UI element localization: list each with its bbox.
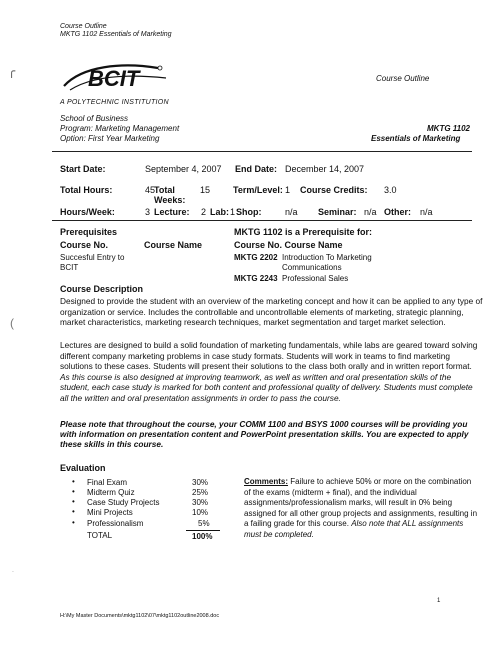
eval-item-name-2: Midterm Quiz bbox=[87, 488, 135, 497]
prereq-col-no: Course No. bbox=[60, 240, 109, 250]
term-label: Term/Level: bbox=[233, 185, 283, 195]
header-code-text: MKTG 1102 bbox=[60, 31, 98, 38]
credits-value: 3.0 bbox=[384, 185, 397, 195]
eval-item-pct-4: 10% bbox=[192, 508, 209, 517]
term-value: 1 bbox=[285, 185, 291, 195]
eval-item-name-3: Case Study Projects bbox=[87, 498, 160, 507]
header-course-outline: Course Outline bbox=[60, 23, 107, 30]
eval-item-name-1: Final Exam bbox=[87, 478, 128, 487]
eval-bullet-4: • bbox=[72, 507, 75, 516]
prereq-col-name: Course Name bbox=[144, 240, 203, 250]
eval-total-label: TOTAL bbox=[87, 531, 113, 540]
eval-comments bbox=[244, 477, 480, 540]
scan-mark-1: ╭ bbox=[8, 64, 16, 78]
right-course-code: MKTG 1102 bbox=[427, 124, 470, 133]
start-date-value: September 4, 2007 bbox=[145, 164, 222, 174]
total-weeks-value: 15 bbox=[200, 185, 211, 195]
bcit-logo-icon bbox=[62, 60, 172, 98]
divider-top bbox=[52, 151, 472, 152]
prereq-for-code-2: MKTG 2243 bbox=[234, 274, 278, 283]
description-para-2b: As this course is also designed at improving teamwork, as well as written and oral presentation skills of the student, each case study is marked for both content and professional quality of delivery. Students must complete all the written and oral presentation assignments in order to pass the course. bbox=[60, 371, 473, 403]
seminar-label: Seminar: bbox=[318, 207, 357, 217]
prereq-heading: Prerequisites bbox=[60, 227, 118, 237]
description-para-1: Designed to provide the student with an overview of the marketing concept and how it can be applied to any type of organization or service. Includes the controllable and uncontrollable elements of marketing, strategic planning, market characteristics, marketing research techniques, market segmentation and target market selection. bbox=[60, 296, 483, 328]
eval-bullet-5: • bbox=[72, 518, 75, 527]
eval-item-pct-5: 5% bbox=[198, 519, 210, 528]
eval-bullet-1: • bbox=[72, 477, 75, 486]
shop-label: Shop: bbox=[236, 207, 262, 217]
shop-value: n/a bbox=[285, 207, 298, 217]
credits-label: Course Credits: bbox=[300, 185, 368, 195]
lab-label: Lab: bbox=[210, 207, 229, 217]
logo-text: BCIT bbox=[88, 66, 140, 91]
description-para-3: Please note that throughout the course, your COMM 1100 and BSYS 1000 courses will be providing you with information on presentation content and PowerPoint presentation skills. You are expected to apply these skills in this course. bbox=[60, 419, 469, 449]
school-line-2: Program: Marketing Management bbox=[60, 124, 180, 133]
eval-item-pct-3: 30% bbox=[192, 498, 209, 507]
logo-tagline: A POLYTECHNIC INSTITUTION bbox=[60, 99, 169, 106]
footer-path: H:\My Master Documents\mktg1102\07\mktg1102outline2008.doc bbox=[60, 613, 220, 619]
other-value: n/a bbox=[420, 207, 433, 217]
eval-bullet-3: • bbox=[72, 497, 75, 506]
total-weeks-label: Total Weeks: bbox=[154, 185, 186, 205]
eval-comments-text: Failure to achieve 50% or more on the combination of the exams (midterm + final), and the individual assignments/professionalism marks, will result in 0% being assigned for all other group projects and assignments, resulting in a failing grade for this course. bbox=[244, 477, 478, 528]
eval-item-name-5: Professionalism bbox=[87, 519, 144, 528]
lecture-value: 2 bbox=[201, 207, 207, 217]
prereq-entry: Succesful Entry to BCIT bbox=[60, 253, 125, 272]
school-line-3: Option: First Year Marketing bbox=[60, 134, 160, 143]
start-date-label: Start Date: bbox=[60, 164, 106, 174]
divider-details bbox=[52, 220, 472, 221]
eval-bullet-2: • bbox=[72, 487, 75, 496]
right-course-title: Essentials of Marketing bbox=[371, 134, 461, 143]
prereq-for-name-2: Professional Sales bbox=[282, 274, 349, 283]
seminar-value: n/a bbox=[364, 207, 377, 217]
eval-item-pct-2: 25% bbox=[192, 488, 209, 497]
eval-total-value: 100% bbox=[192, 532, 213, 541]
prereq-for-code-1: MKTG 2202 bbox=[234, 253, 278, 262]
prereq-for-heading: MKTG 1102 is a Prerequisite for: bbox=[234, 227, 373, 237]
right-course-outline: Course Outline bbox=[376, 74, 430, 83]
total-hours-label: Total Hours: bbox=[60, 185, 113, 195]
prereq-for-columns: Course No. Course Name bbox=[234, 240, 343, 250]
header-title-text: Essentials of Marketing bbox=[99, 31, 172, 38]
eval-comments-label: Comments: bbox=[244, 477, 289, 486]
description-heading: Course Description bbox=[60, 284, 144, 294]
scan-mark-2: ( bbox=[10, 316, 14, 330]
total-hours-value: 45 bbox=[145, 185, 156, 195]
prereq-for-name-1: Introduction To Marketing Communications bbox=[282, 253, 372, 272]
eval-item-pct-1: 30% bbox=[192, 478, 209, 487]
hours-week-label: Hours/Week: bbox=[60, 207, 115, 217]
end-date-label: End Date: bbox=[235, 164, 278, 174]
eval-comments-italic: Also note that ALL assignments must be completed. bbox=[244, 519, 464, 539]
header-course-code bbox=[60, 31, 172, 38]
bcit-logo bbox=[62, 60, 172, 98]
other-label: Other: bbox=[384, 207, 411, 217]
end-date-value: December 14, 2007 bbox=[285, 164, 365, 174]
total-underline bbox=[186, 530, 220, 531]
lab-value: 1 bbox=[230, 207, 236, 217]
lecture-label: Lecture: bbox=[154, 207, 190, 217]
eval-item-name-4: Mini Projects bbox=[87, 508, 133, 517]
school-line-1: School of Business bbox=[60, 114, 129, 123]
evaluation-heading: Evaluation bbox=[60, 463, 106, 473]
hours-week-value: 3 bbox=[145, 207, 151, 217]
scan-mark-3: ˙ bbox=[12, 570, 15, 579]
footer-page-mark: 1 bbox=[437, 598, 441, 604]
description-para-2 bbox=[60, 340, 478, 404]
description-para-2a: Lectures are designed to build a solid foundation of marketing fundamentals, while labs are geared toward solving different company marketing problems in case study formats. Students will work in teams to find marketing solutions to these cases. Students will present their solutions to the class both orally and in written report format. bbox=[60, 340, 478, 372]
